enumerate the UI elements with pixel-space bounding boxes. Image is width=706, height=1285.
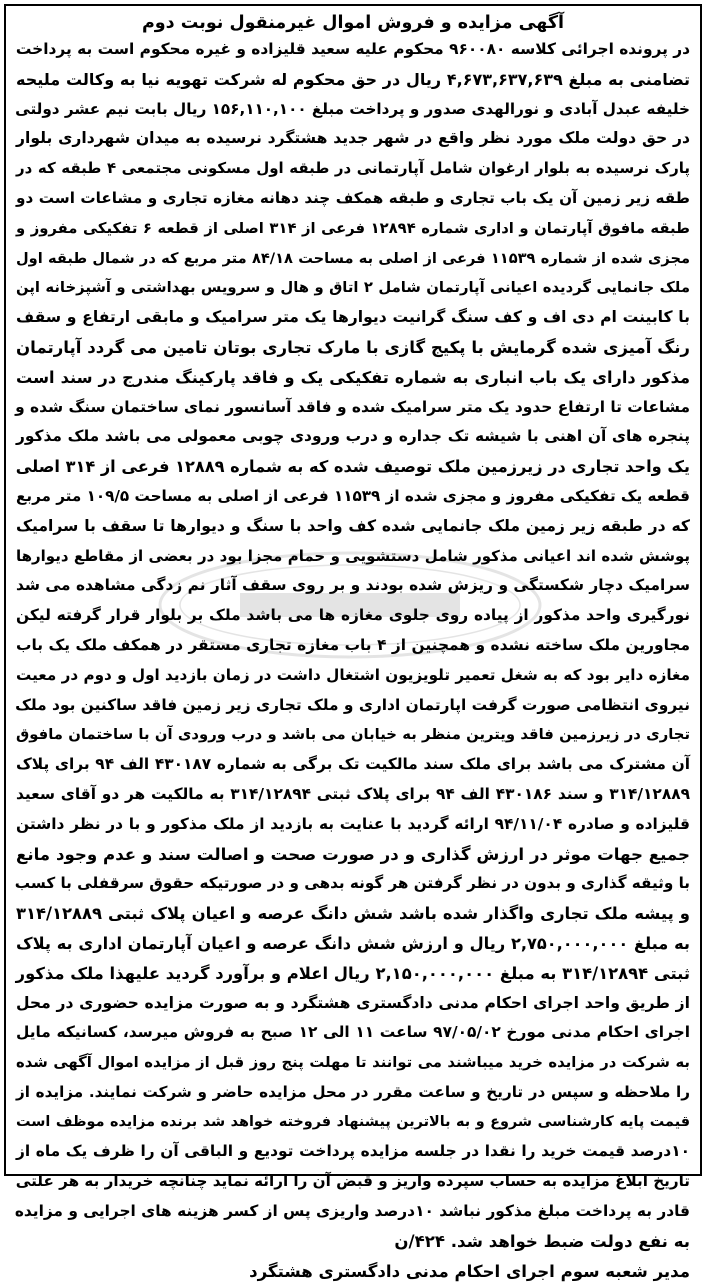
notice-line: و پیشه ملک تجاری واگذار شده باشد شش دانگ عرصه و اعیان پلاک ثبتی ۳۱۴/۱۲۸۸۹ [16,904,690,924]
notice-line: با وثیقه گذاری و بدون در نظر گرفتن هر گونه بدهی و در صورتیکه حقوق سرقفلی با کسب [14,874,690,893]
notice-line: پارک نرسیده به بلوار ارغوان شامل آپارتمانی در طبقه اول مسکونی مجتمعی ۴ طبقه که در [16,159,690,178]
notice-line: با کابینت ام دی اف و کف سنگ گرانیت دیوارها یک متر سرامیک و مابقی ارتفاع و سقف [16,308,690,327]
notice-title: آگهی مزایده و فروش اموال غیرمنقول نوبت دوم [141,13,565,33]
notice-line: نورگیری واحد مذکور از پیاده روی جلوی مغازه ها می باشد ملک بر بلوار قرار گرفته لیکن [16,606,690,625]
notice-line: مجزی شده از شماره ۱۱۵۳۹ فرعی از اصلی به مساحت ۸۴/۱۸ متر مربع که در شمال طبقه اول [16,249,691,267]
notice-line: که در طبقه زیر زمین ملک جانمایی شده کف واحد با سنگ و دیوارها تا سقف با سرامیک [16,516,690,535]
notice-line: طبقه مافوق آپارتمان و اداری شماره ۱۲۸۹۴ فرعی از ۳۱۴ اصلی از قطعه ۶ تفکیکی مفروز و [16,219,690,237]
notice-line: تضامنی به مبلغ ۴,۶۷۳,۶۳۷,۶۳۹ ریال در حق محکوم له شرکت تهویه نیا به وکالت ملیحه [16,69,690,89]
notice-line: یک واحد تجاری در زیرزمین ملک توصیف شده که به شماره ۱۲۸۸۹ فرعی از ۳۱۴ اصلی [15,457,690,477]
notice-line: سرامیک دچار شکستگی و ریزش شده بودند و بر روی سقف آثار نم زدگی مشاهده می شد [16,576,690,595]
notice-line: به مبلغ ۲,۷۵۰,۰۰۰,۰۰۰ ریال و ارزش شش دانگ عرصه و اعیان آپارتمان اداری به پلاک [16,933,690,953]
notice-line: طقه زیر زمین آن یک باب تجاری و طبقه همکف چند دهانه مغازه تجاری و مشاعات است دو [16,188,690,207]
notice-signature: مدیر شعبه سوم اجرای احکام مدنی دادگستری هشتگرد [249,1261,690,1281]
notice-line: ثبتی ۳۱۴/۱۲۸۹۴ به مبلغ ۲,۱۵۰,۰۰۰,۰۰۰ ریال اعلام و برآورد گردید علیهذا ملک مذکور [15,963,690,983]
notice-line: پوشش شده اند اعیانی مذکور شامل دستشویی و حمام مجزا بود در بعضی از مقاطع دیوارها [16,546,690,565]
notice-line: قطعه یک تفکیکی مفروز و مجزی شده از ۱۱۵۳۹ فرعی از اصلی به مساحت ۱۰۹/۵ متر مربع [16,486,690,505]
notice-line: اجرای احکام مدنی مورخ ۹۷/۰۵/۰۲ ساعت ۱۱ الی ۱۲ صبح به فروش میرسد، کسانیکه مایل [16,1023,691,1042]
notice-line: پنجره های آن اهنی با شیشه تک جداره و درب ورودی چوبی معمولی می باشد ملک مذکور [16,427,690,446]
notice-line: از طریق واحد اجرای احکام مدنی دادگستری هشتگرد و به صورت مزایده حضوری در محل [16,993,690,1012]
notice-line: به شرکت در مزایده خرید میباشند می توانند تا مهلت پنج روز قبل از مزایده اموال آگهی شده [16,1054,690,1072]
notice-line: در پرونده اجرائی کلاسه ۹۶۰۰۸۰ محکوم علیه سعید قلیزاده و غیره محکوم است به پرداخت [15,40,690,58]
notice-line: تجاری در زیرزمین فاقد ویترین منظر به خیابان می باشد و درب ورودی آن با ساختمان مافوق [16,726,690,744]
notice-body [16,35,690,1257]
notice-line: نیروی انتظامی صورت گرفت اپارتمان اداری و ملک تجاری زیر زمین فاقد ساکنین بود ملک [15,695,690,714]
notice-line: مغازه دایر بود که به شغل تعمیر تلویزیون اشتغال داشت در زمان بازدید اول و دوم در معیت [16,665,690,684]
notice-line: آن مشترک می باشد برای ملک سند مالکیت تک برگی به شماره ۴۳۰۱۸۷ الف ۹۴ برای پلاک [16,755,690,774]
notice-line: قلیزاده و صادره ۹۴/۱۱/۰۴ ارائه گردید با عنایت به بازدید از ملک مذکور و با در نظر داشتن [16,814,690,833]
notice-line: را ملاحظه و سپس در تاریخ و ساعت مقرر در محل مزایده حاضر و شرکت نمایند. مزایده از [16,1082,690,1101]
notice-line: در حق دولت ملک مورد نظر واقع در شهر جدید هشتگرد نرسیده به میدان شهرداری بلوار [16,129,690,148]
notice-line: جمیع جهات موثر در ارزش گذاری و در صورت صحت و اصالت سند و عدم وجود مانع [16,844,690,864]
notice-line: مشاعات تا ارتفاع حدود یک متر سرامیک شده و فاقد آسانسور نمای ساختمان سنگ شده و [15,397,690,416]
notice-line: قادر به پرداخت مبلغ مذکور نباشد ۱۰درصد واریزی پس از کسر هزینه های اجرایی و مزایده [14,1202,690,1221]
notice-line: مذکور دارای یک باب انباری به شماره تفکیکی یک و فاقد پارکینگ مندرج در سند است [16,367,690,387]
legal-notice [4,4,702,1281]
notice-line: رنگ آمیزی شده گرمایش با پکیج گازی با مارک تجاری بوتان تامین می گردد آپارتمان [16,337,690,357]
notice-line: ۱۰درصد قیمت خرید را نقدا در جلسه مزایده پرداخت تودیع و الباقی آن را ظرف یک ماه از [16,1142,690,1161]
notice-line: خلیفه عبدل آبادی و نورالهدی صدور و پرداخت مبلغ ۱۵۶,۱۱۰,۱۰۰ ریال بابت نیم عشر دولتی [15,99,690,118]
notice-line: مجاورین ملک ساخته نشده و همچنین از ۴ باب مغازه تجاری مستقر در همکف ملک یک باب [16,635,690,654]
notice-line: تاریخ ابلاغ مزایده به حساب سپرده واریز و قبض آن را ارائه نماید چنانچه خریدار به هر علتی [15,1172,690,1191]
notice-line: قیمت پایه کارشناسی شروع و به بالاترین پیشنهاد فروخته خواهد شد برنده مزایده موظف است [16,1113,690,1130]
notice-line: به نفع دولت ضبط خواهد شد. ۴۲۴/ن [394,1231,690,1251]
notice-line: ۳۱۴/۱۲۸۸۹ و سند ۴۳۰۱۸۶ الف ۹۴ برای پلاک ثبتی ۳۱۴/۱۲۸۹۴ به مالکیت هر دو آقای سعید [16,784,691,803]
notice-line: ملک جانمایی گردیده اعیانی آپارتمان شامل ۲ اتاق و هال و سرویس بهداشتی و آشپزخانه اپن [16,279,690,297]
